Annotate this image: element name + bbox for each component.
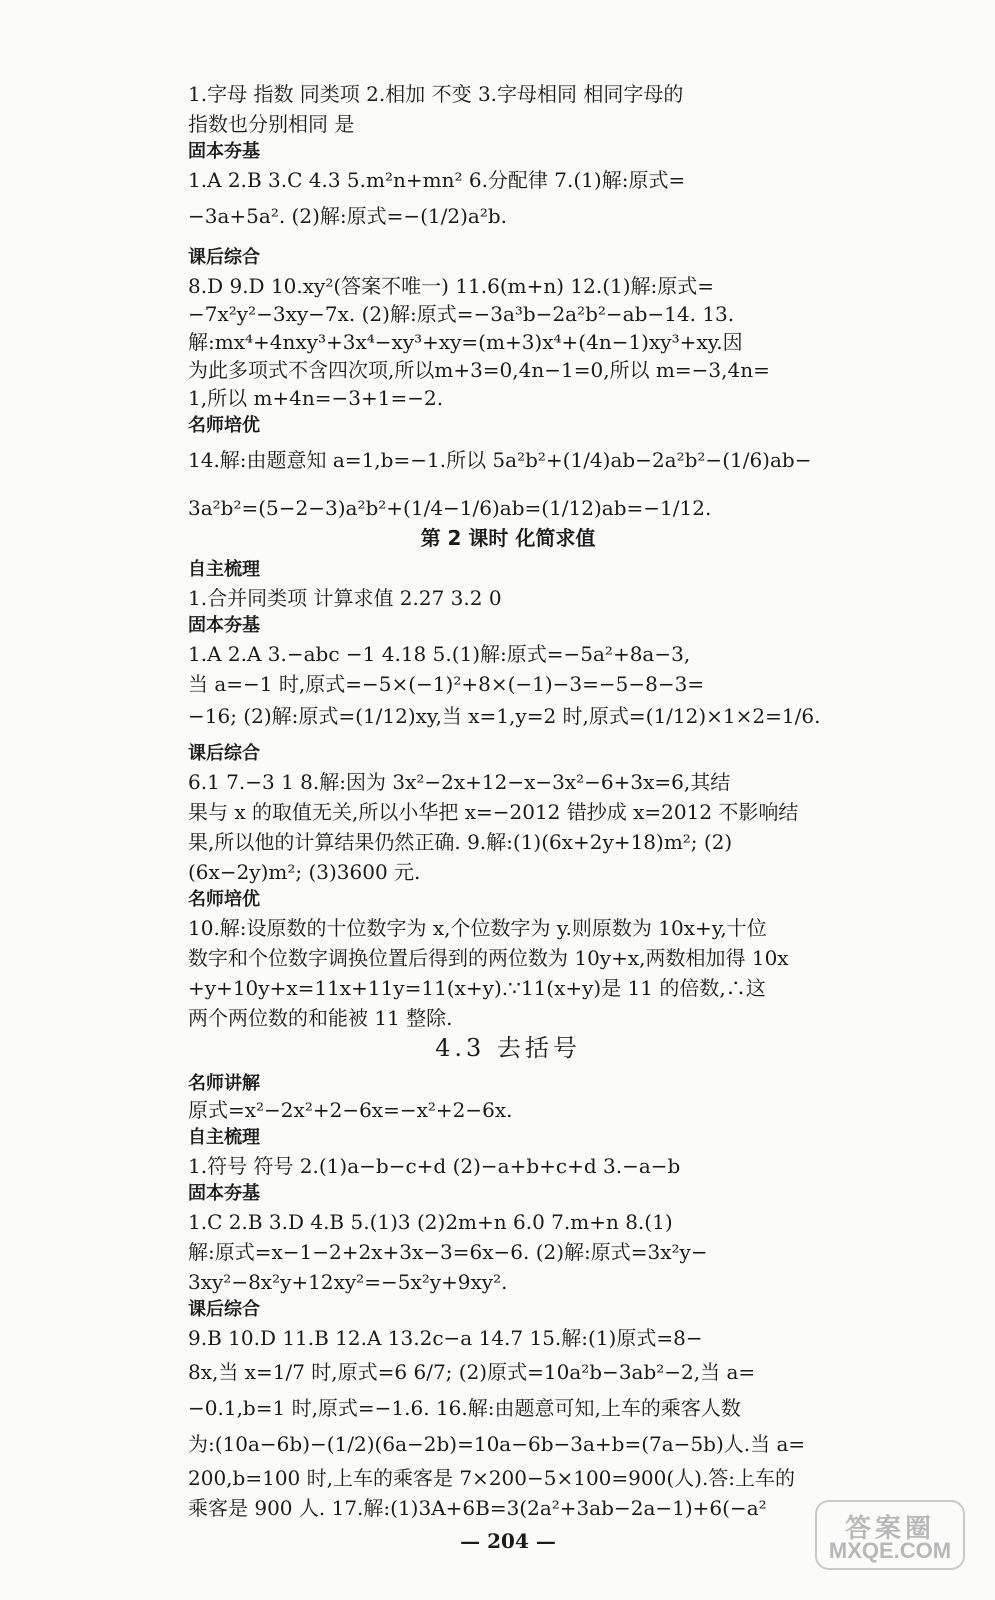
answer-line: 6.1 7.−3 1 8.解:因为 3x²−2x+12−x−3x²−6+3x=6,其结 bbox=[188, 770, 731, 794]
answer-line: 8x,当 x=1/7 时,原式=6 6/7; (2)原式=10a²b−3ab²−2,当 a= bbox=[188, 1360, 756, 1384]
answer-line: 1.符号 符号 2.(1)a−b−c+d (2)−a+b+c+d 3.−a−b bbox=[188, 1154, 681, 1178]
section-heading: 固本夯基 bbox=[188, 1183, 260, 1204]
lesson-title: 第 2 课时 化简求值 bbox=[420, 526, 596, 550]
answer-line: 数字和个位数字调换位置后得到的两位数为 10y+x,两数相加得 10x bbox=[188, 946, 789, 970]
answer-line: 果与 x 的取值无关,所以小华把 x=−2012 错抄成 x=2012 不影响结 bbox=[188, 800, 799, 824]
answer-line: 1.字母 指数 同类项 2.相加 不变 3.字母相同 相同字母的 bbox=[188, 82, 684, 106]
answer-line: 3a²b²=(5−2−3)a²b²+(1/4−1/6)ab=(1/12)ab=−1/12. bbox=[188, 496, 712, 520]
answer-line: 10.解:设原数的十位数字为 x,个位数字为 y.则原数为 10x+y,十位 bbox=[188, 916, 767, 940]
answer-line: 为此多项式不含四次项,所以m+3=0,4n−1=0,所以 m=−3,4n= bbox=[188, 358, 770, 382]
answer-line: 指数也分别相同 是 bbox=[188, 112, 355, 136]
answer-line: 200,b=100 时,上车的乘客是 7×200−5×100=900(人).答:上车的 bbox=[188, 1466, 796, 1490]
page-number: — 204 — bbox=[460, 1529, 556, 1553]
lesson-title: 4.3 去括号 bbox=[435, 1034, 581, 1062]
watermark-logo bbox=[815, 1500, 965, 1570]
answer-line: 9.B 10.D 11.B 12.A 13.2c−a 14.7 15.解:(1)原式=8− bbox=[188, 1326, 703, 1350]
answer-line: −0.1,b=1 时,原式=−1.6. 16.解:由题意可知,上车的乘客人数 bbox=[188, 1396, 741, 1420]
answer-line: 果,所以他的计算结果仍然正确. 9.解:(1)(6x+2y+18)m²; (2) bbox=[188, 830, 733, 854]
section-heading: 名师讲解 bbox=[188, 1073, 260, 1094]
answer-line: −3a+5a². (2)解:原式=−(1/2)a²b. bbox=[188, 204, 508, 228]
answer-line: 解:原式=x−1−2+2x+3x−3=6x−6. (2)解:原式=3x²y− bbox=[188, 1240, 708, 1264]
answer-line: 当 a=−1 时,原式=−5×(−1)²+8×(−1)−3=−5−8−3= bbox=[188, 672, 705, 696]
answer-line: 3xy²−8x²y+12xy²=−5x²y+9xy². bbox=[188, 1270, 508, 1294]
answer-line: 乘客是 900 人. 17.解:(1)3A+6B=3(2a²+3ab−2a−1)+6(−a² bbox=[188, 1496, 767, 1520]
answer-line: 为:(10a−6b)−(1/2)(6a−2b)=10a−6b−3a+b=(7a−5b)人.当 a= bbox=[188, 1432, 806, 1456]
answer-line: −16; (2)解:原式=(1/12)xy,当 x=1,y=2 时,原式=(1/12)×1×2=1/6. bbox=[188, 704, 821, 728]
watermark-url: MXQE.COM bbox=[828, 1538, 952, 1563]
answer-line: 1.合并同类项 计算求值 2.27 3.2 0 bbox=[188, 586, 502, 610]
section-heading: 课后综合 bbox=[188, 247, 260, 268]
section-heading: 自主梳理 bbox=[188, 1127, 260, 1148]
answer-line: +y+10y+x=11x+11y=11(x+y).∵11(x+y)是 11 的倍数,∴这 bbox=[188, 976, 766, 1000]
answer-line: 1.A 2.A 3.−abc −1 4.18 5.(1)解:原式=−5a²+8a−3, bbox=[188, 642, 691, 666]
answer-line: 1.C 2.B 3.D 4.B 5.(1)3 (2)2m+n 6.0 7.m+n 8.(1) bbox=[188, 1210, 673, 1234]
section-heading: 课后综合 bbox=[188, 743, 260, 764]
answer-line: 14.解:由题意知 a=1,b=−1.所以 5a²b²+(1/4)ab−2a²b²−(1/6)ab− bbox=[188, 448, 812, 472]
section-heading: 名师培优 bbox=[188, 889, 260, 910]
answer-line: 1,所以 m+4n=−3+1=−2. bbox=[188, 386, 444, 410]
section-heading: 课后综合 bbox=[188, 1299, 260, 1320]
section-heading: 固本夯基 bbox=[188, 141, 260, 162]
answer-line: −7x²y²−3xy−7x. (2)解:原式=−3a³b−2a²b²−ab−14. 13. bbox=[188, 302, 735, 326]
answer-line: 两个两位数的和能被 11 整除. bbox=[188, 1006, 453, 1030]
section-heading: 名师培优 bbox=[188, 415, 260, 436]
answer-line: 1.A 2.B 3.C 4.3 5.m²n+mn² 6.分配律 7.(1)解:原式= bbox=[188, 168, 686, 192]
watermark-title: 答案圈 bbox=[844, 1513, 935, 1543]
answer-line: 8.D 9.D 10.xy²(答案不唯一) 11.6(m+n) 12.(1)解:原式= bbox=[188, 274, 715, 298]
answer-line: (6x−2y)m²; (3)3600 元. bbox=[188, 860, 421, 884]
answer-line: 原式=x²−2x²+2−6x=−x²+2−6x. bbox=[188, 1098, 513, 1122]
section-heading: 自主梳理 bbox=[188, 559, 260, 580]
answer-line: 解:mx⁴+4nxy³+3x⁴−xy³+xy=(m+3)x⁴+(4n−1)xy³+xy.因 bbox=[188, 330, 743, 354]
section-heading: 固本夯基 bbox=[188, 615, 260, 636]
